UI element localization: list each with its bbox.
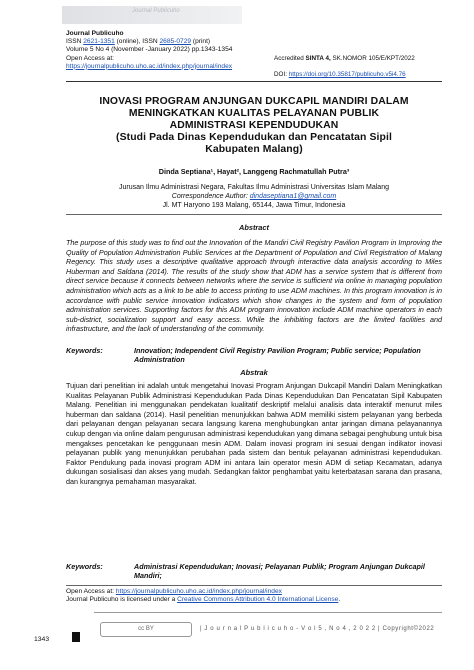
issn-line: ISSN 2621-1351 (online), ISSN 2685-0729 (print) xyxy=(66,38,211,46)
open-access-label: Open Access at: xyxy=(66,54,115,62)
keywords-en-label: Keywords: xyxy=(66,346,103,355)
license-link[interactable]: Creative Commons Attribution 4.0 International License xyxy=(177,596,339,604)
volume-line: Volume 5 No 4 (November -January 2022) pp.1343-1354 xyxy=(66,46,233,54)
abstrak-heading: Abstrak xyxy=(240,368,268,377)
journal-banner-logo: Journal Publicuho xyxy=(62,6,242,24)
footer-block xyxy=(66,588,340,605)
header-divider xyxy=(66,81,442,82)
footer-open-access: Open Access at: https://journalpublicuho.uho.ac.id/index.php/journal/index xyxy=(66,588,282,595)
accreditation-line: Accredited SINTA 4, SK.NOMOR 105/E/KPT/2022 xyxy=(274,54,415,62)
abstrak-text: Tujuan dari penelitian ini adalah untuk mengetahui Inovasi Program Anjungan Dukcapil Mandiri Dalam Meningkatkan Kualitas Pelayanan Publik Administrasi Kependudukan Pada Dinas Kependudukan Dan Pencatatan Sipil Kabupaten Malang. Penelitian ini menggunakan pendekatan kualitatif deskriptif melalui analisis data interaktif menurut miles huberman dan saldana (2014). Hasil penelitian menunjukkan bahwa ADM memiliki sistem pelayanan yang berbeda dari pelayanan dengan pelayanan secara langsung karena menghubungkan antar jaringan dimana pelayanannya cukup dengan via online dalam pengurusan administrasi kependudukan yang dimana sebagai penghubung untuk bisa mengakses pencetakan ke penggunaan mesin ADM. Dalam inovasi program ini sesuai dengan indikator inovasi pelayanan publik yang menunjukkan perubahan pada sistem dan bentuk pelayanan administrasi kependudukan. Faktor Pendukung pada inovasi program ADM ini antara lain operator mesin ADM di setiap Kecamatan, adanya dukungan sosialisasi dan akses yang mudah. Sedangkan faktor penghambat yaitu keterbatasan sarana dan prasana, dan kurangnya pemahaman masyarakat. xyxy=(66,381,442,486)
issn-online-link[interactable]: 2621-1351 xyxy=(83,38,115,46)
affiliation: Jurusan Ilmu Administrasi Negara, Fakultas Ilmu Administrasi Universitas Islam Malang xyxy=(119,184,389,191)
doi-line: DOI: https://doi.org/10.35817/publicuho.v5i4.76 xyxy=(274,71,406,78)
header-block xyxy=(66,30,232,71)
address: Jl. MT Haryono 193 Malang, 65144, Jawa Timur, Indonesia xyxy=(162,202,346,209)
correspondence: Correspondence Author: dindaseptiana1@gmail.com xyxy=(171,193,337,200)
abstract-heading: Abstract xyxy=(239,223,269,232)
keywords-english xyxy=(66,346,442,364)
keywords-id-values: Administrasi Kependudukan; Inovasi; Pelayanan Publik; Program Anjungan Dukcapil Mandiri; xyxy=(134,562,425,581)
authors: Dinda Septiana¹, Hayat², Langgeng Rachmatullah Putra³ xyxy=(158,167,350,176)
page-number: 1343 xyxy=(34,636,50,643)
cc-by-license-badge: cc BY xyxy=(100,622,192,637)
abstract-text: The purpose of this study was to find out the Innovation of the Mandiri Civil Registry Pavilion Program in Improving the Quality of Population Administration Public Services at the Department of Population and Civil Registration of Malang Regency. This study uses a descriptive qualitative approach through interactive data analysis according to Miles Huberman and Saldana (2014). The results of the study show that ADM has a service system that is different from direct service because it connects between networks where the service is sufficient via online in managing population administration which acts as a link to be able to access printing to use ADM machines. In this program innovation is in accordance with public service innovation indicators which show changes in the system and form of population administration services. Supporting factors for this ADM program innovation include ADM machine operators in each sub-district, socialization support and easy access. While the inhibiting factors are the limited facilities and infrastructure, and the lack of understanding of the community. xyxy=(66,238,442,334)
journal-footer-text: | J o u r n a l P u b l i c u h o - V o l 5 , N o 4 , 2 0 2 2 | Copyright©2022 xyxy=(200,626,435,632)
correspondence-email-link[interactable]: dindaseptiana1@gmail.com xyxy=(249,193,337,200)
footer-divider xyxy=(66,585,442,586)
journal-name: Journal Publicuho xyxy=(66,30,124,37)
footer-url-link[interactable]: https://journalpublicuho.uho.ac.id/index.php/journal/index xyxy=(115,588,282,595)
keywords-id-label: Keywords: xyxy=(66,562,103,571)
keywords-en-values: Innovation; Independent Civil Registry Pavilion Program; Public service; Population Administration xyxy=(134,346,421,365)
page-marker-square xyxy=(72,632,80,642)
footer-license: Journal Publicuho is licensed under a Creative Commons Attribution 4.0 International License. xyxy=(66,596,341,604)
abstract-top-divider xyxy=(66,214,442,215)
journal-url-link[interactable]: https://journalpublicuho.uho.ac.id/index.php/journal/index xyxy=(66,62,233,70)
keywords-indonesian xyxy=(66,562,442,580)
article-title: INOVASI PROGRAM ANJUNGAN DUKCAPIL MANDIRI DALAM MENINGKATKAN KUALITAS PELAYANAN PUBLIK ADMINISTRASI KEPENDUDUKAN (Studi Pada Dinas Kependudukan dan Pencatatan Sipil Kabupaten Malang) xyxy=(99,96,409,155)
issn-print-link[interactable]: 2685-0729 xyxy=(159,38,192,46)
bottom-divider xyxy=(94,612,442,613)
doi-link[interactable]: https://doi.org/10.35817/publicuho.v5i4.76 xyxy=(288,71,406,78)
